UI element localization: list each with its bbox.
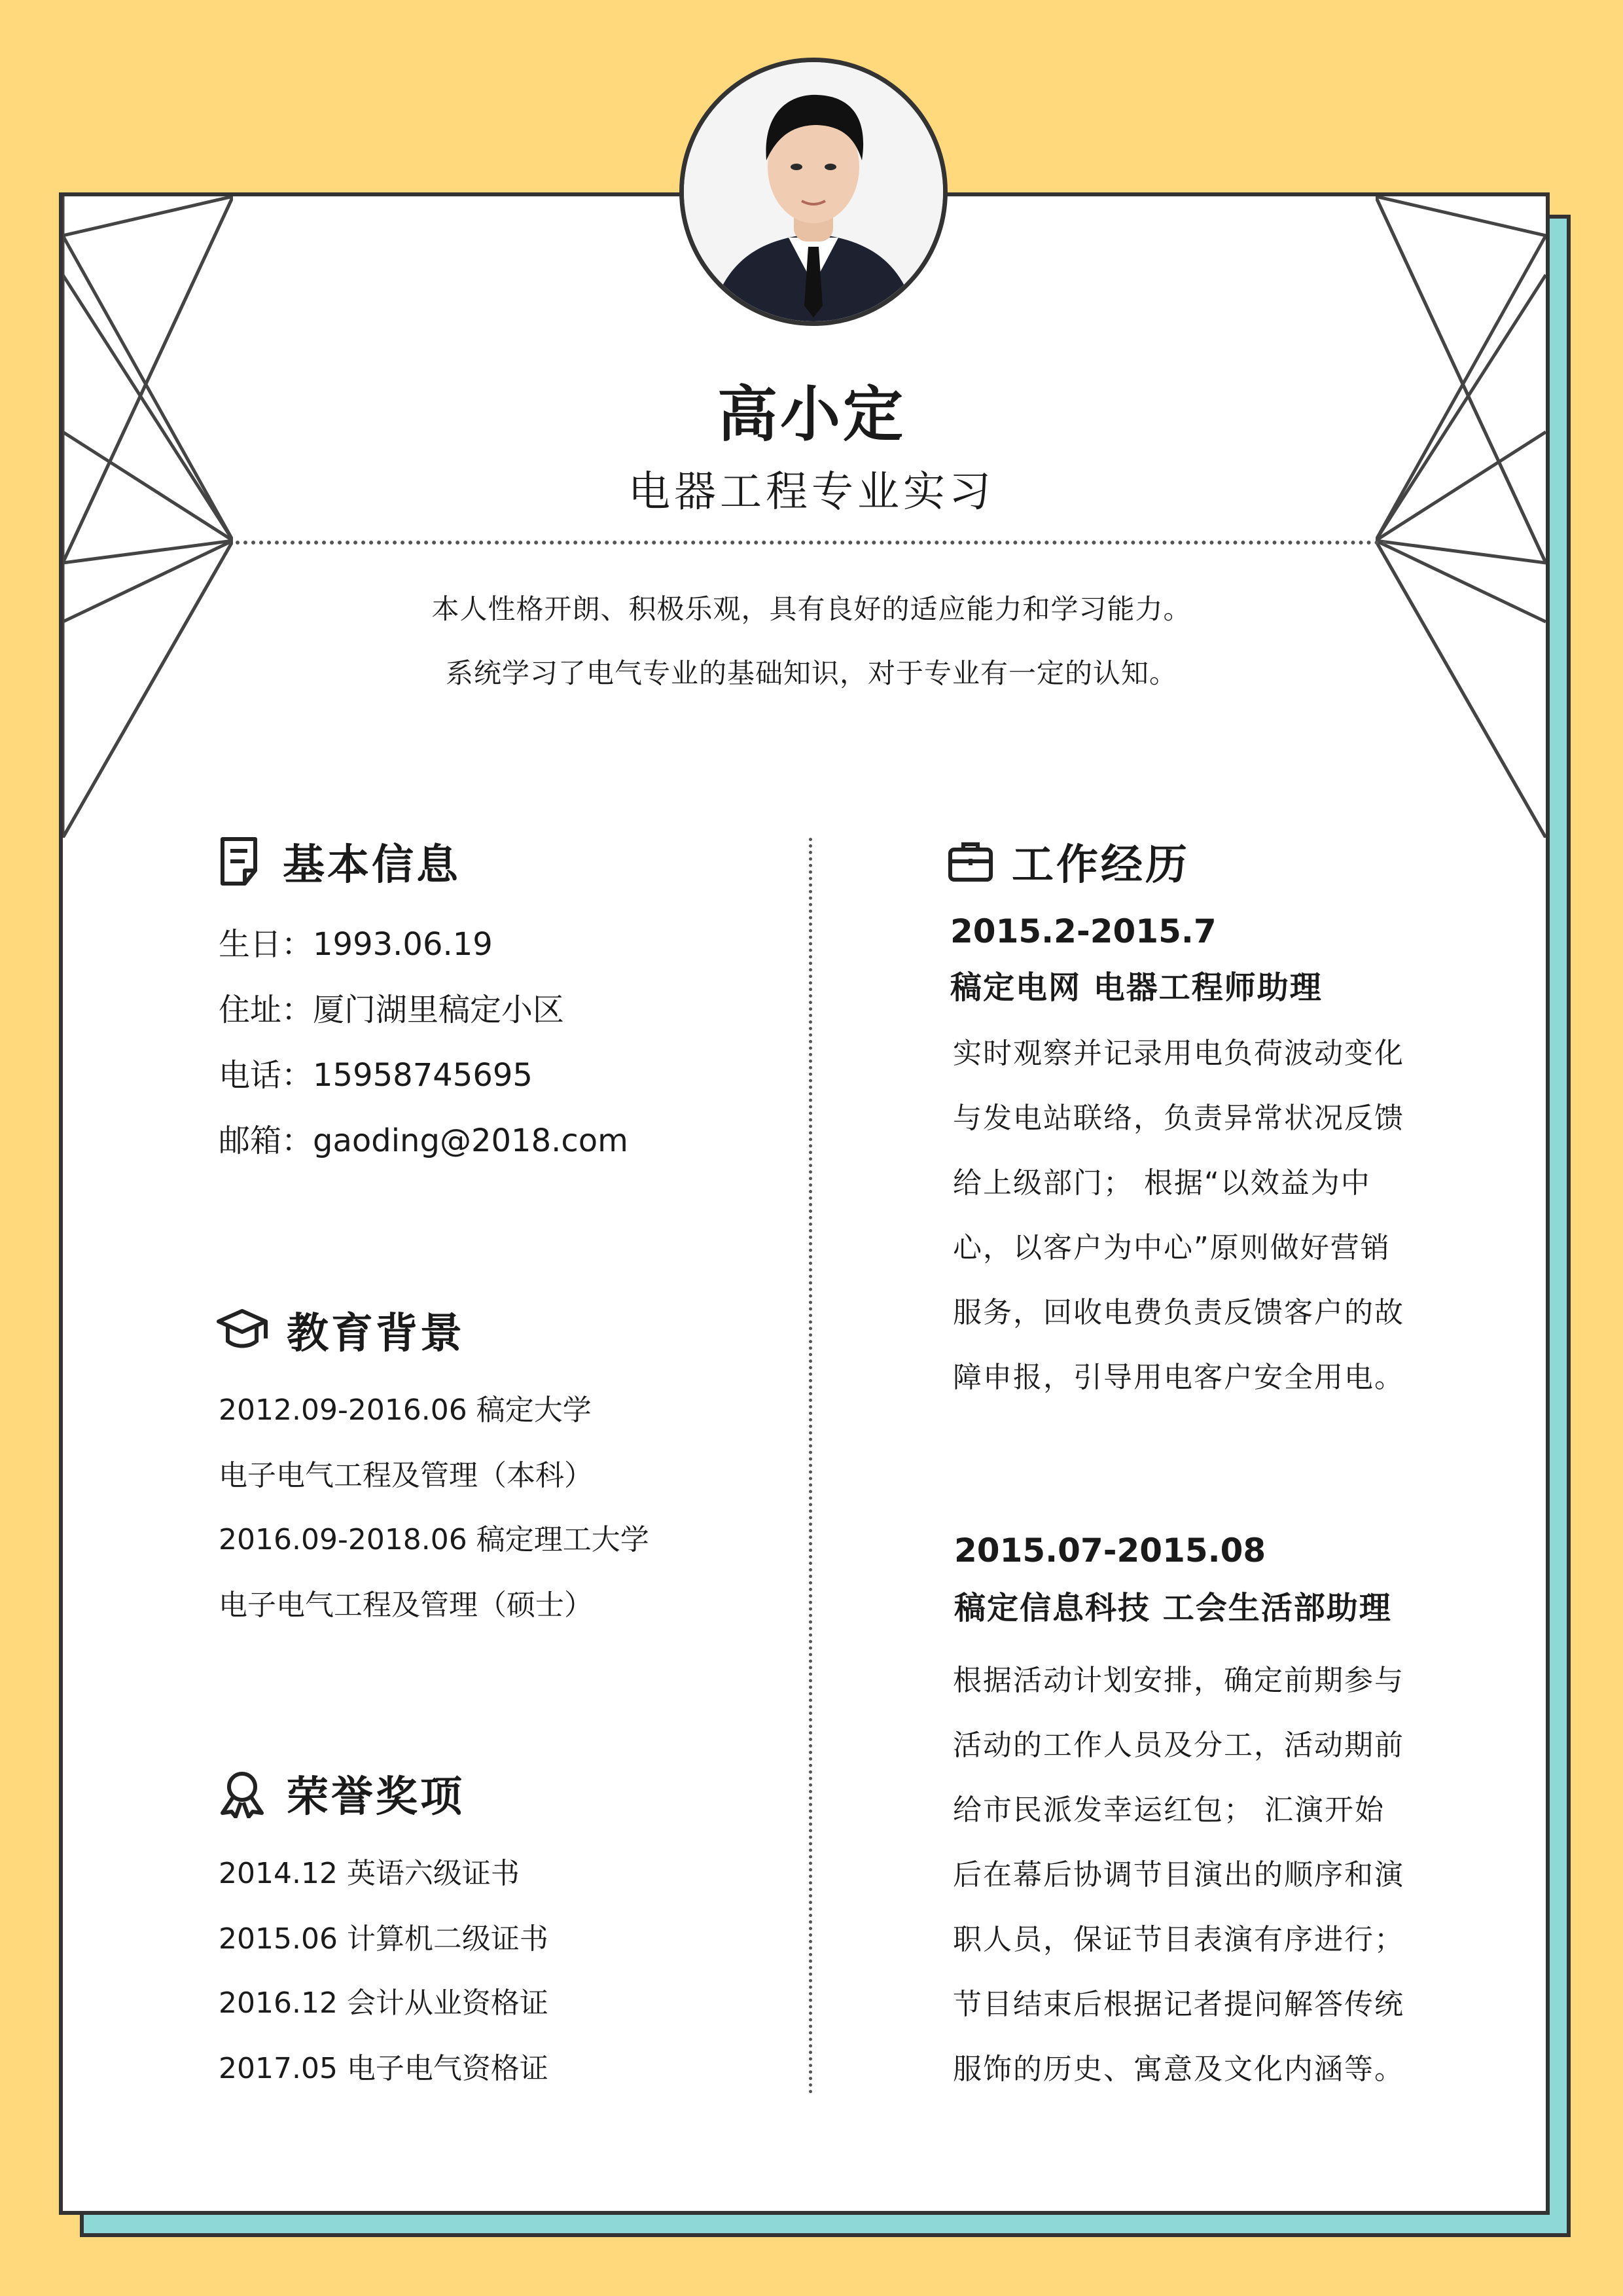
job-1-title: 稿定电网 电器工程师助理 (950, 969, 1323, 1006)
education-item-3: 2016.09-2018.06 稿定理工大学 (219, 1523, 649, 1556)
document-icon (219, 836, 264, 886)
job-2-date: 2015.07-2015.08 (954, 1532, 1266, 1570)
honors-title: 荣誉奖项 (287, 1773, 465, 1821)
info-email: 邮箱：gaoding@2018.com (219, 1122, 628, 1159)
column-divider (809, 838, 812, 2094)
info-address: 住址：厦门湖里稿定小区 (219, 992, 565, 1028)
education-item-1: 2012.09-2016.06 稿定大学 (219, 1393, 592, 1427)
candidate-name: 高小定 (717, 380, 906, 450)
portrait-photo (684, 62, 943, 321)
honor-item-2: 2015.06 计算机二级证书 (219, 1922, 548, 1956)
basic-info-heading (219, 831, 461, 891)
job-1-date: 2015.2-2015.7 (950, 912, 1217, 950)
work-heading (948, 831, 1190, 891)
avatar (679, 58, 948, 326)
education-item-2: 电子电气工程及管理（本科） (219, 1459, 593, 1492)
education-item-4: 电子电气工程及管理（硕士） (219, 1588, 593, 1622)
work-title: 工作经历 (1012, 841, 1190, 889)
basic-info-title: 基本信息 (283, 841, 461, 889)
education-heading (216, 1300, 465, 1360)
candidate-role: 电器工程专业实习 (628, 468, 995, 516)
intro-line-1: 本人性格开朗、积极乐观，具有良好的适应能力和学习能力。 (431, 593, 1192, 625)
graduation-cap-icon (216, 1307, 268, 1353)
honor-item-3: 2016.12 会计从业资格证 (219, 1986, 548, 2020)
education-title: 教育背景 (287, 1310, 465, 1358)
award-ribbon-icon (216, 1768, 268, 1818)
intro-line-2: 系统学习了电气专业的基础知识，对于专业有一定的认知。 (445, 657, 1177, 689)
job-1-description: 实时观察并记录用电负荷波动变化与发电站联络，负责异常状况反馈给上级部门； 根据“以效益为中心，以客户为中心”原则做好营销服务，回收电费负责反馈客户的故障申报，引导用电客户安全用电。 (953, 1037, 1404, 1394)
job-2-title: 稿定信息科技 工会生活部助理 (954, 1590, 1392, 1626)
info-phone: 电话：15958745695 (219, 1057, 533, 1094)
job-2-description: 根据活动计划安排，确定前期参与活动的工作人员及分工，活动期前给市民派发幸运红包； 汇演开始后在幕后协调节目演出的顺序和演职人员，保证节目表演有序进行； 节目结束后根据记者提问解答传统服饰的历史、寓意及文化内涵等。 (953, 1664, 1404, 2086)
info-birthday: 生日：1993.06.19 (219, 926, 493, 963)
honor-item-1: 2014.12 英语六级证书 (219, 1857, 520, 1890)
briefcase-icon (948, 840, 993, 882)
honors-heading (216, 1763, 465, 1823)
honor-item-4: 2017.05 电子电气资格证 (219, 2052, 548, 2085)
header-divider (236, 541, 1387, 545)
